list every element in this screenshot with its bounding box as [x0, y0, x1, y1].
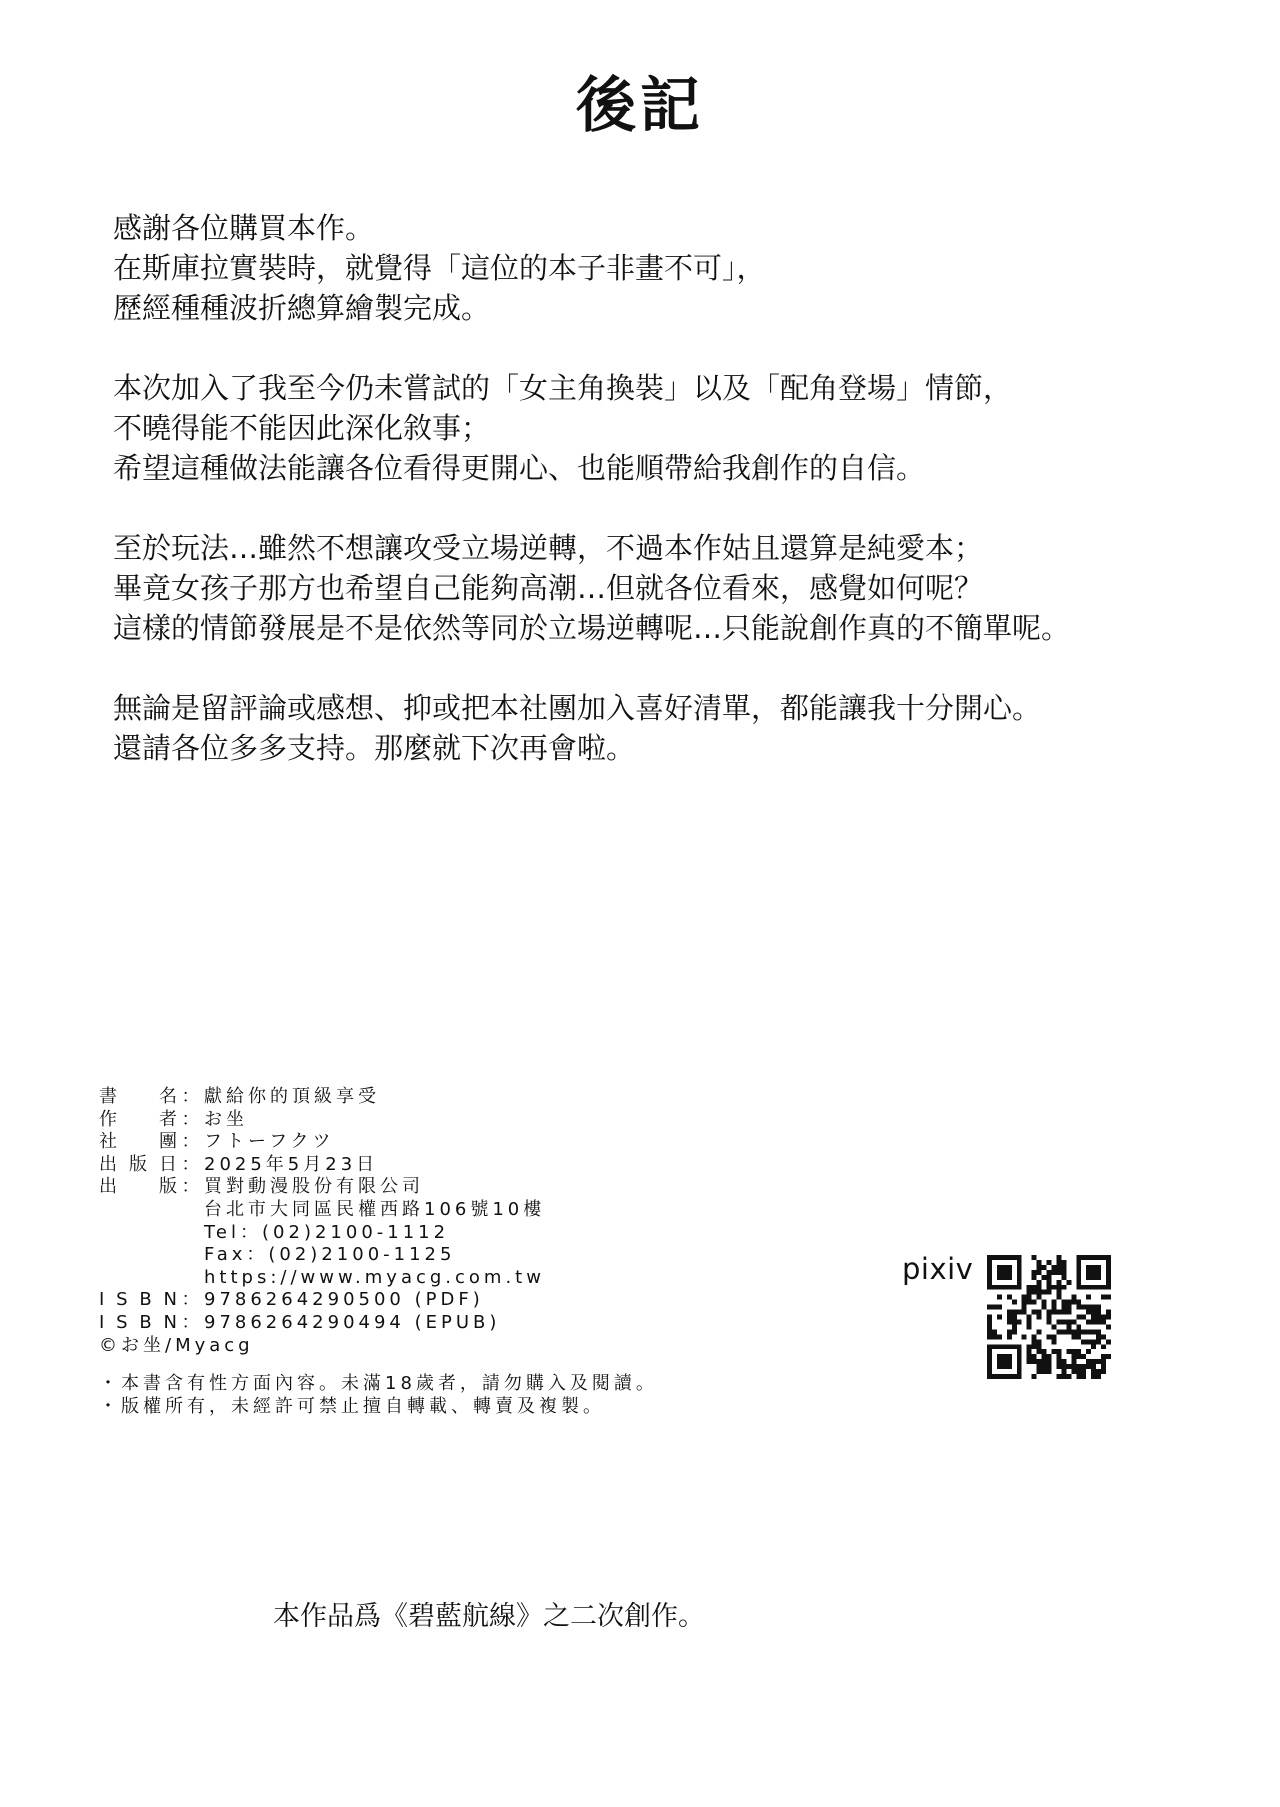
- paragraph-4: [113, 688, 1070, 768]
- label-char: 書: [99, 1086, 121, 1107]
- qr-module: [1061, 1329, 1066, 1334]
- text-line: 還請各位多多支持。那麼就下次再會啦。: [113, 731, 636, 765]
- qr-module: [1047, 1315, 1052, 1320]
- qr-module: [1086, 1329, 1091, 1334]
- qr-module: [1032, 1359, 1037, 1364]
- publisher-fax: Fax：(02)2100-1125: [204, 1244, 456, 1266]
- qr-module: [1106, 1324, 1111, 1329]
- qr-module: [1012, 1324, 1017, 1329]
- qr-module: [1061, 1285, 1066, 1290]
- text-line: 希望這種做法能讓各位看得更開心、也能順帶給我創作的自信。: [113, 451, 926, 485]
- qr-code-icon[interactable]: [987, 1254, 1111, 1380]
- qr-module: [1061, 1270, 1066, 1275]
- qr-module: [1071, 1300, 1076, 1305]
- paragraph-3: [113, 528, 1070, 648]
- qr-module: [1042, 1275, 1047, 1280]
- qr-module: [1012, 1310, 1017, 1315]
- qr-module: [1027, 1359, 1032, 1364]
- qr-module: [1101, 1354, 1106, 1359]
- paragraph-1: [113, 208, 1070, 328]
- notice-copyright: ・版權所有，未經許可禁止擅自轉載、轉賣及複製。: [99, 1396, 605, 1417]
- qr-module: [1086, 1310, 1091, 1315]
- qr-module: [1106, 1354, 1111, 1359]
- qr-module: [1061, 1319, 1066, 1324]
- qr-module: [1106, 1310, 1111, 1315]
- qr-module: [1096, 1334, 1101, 1339]
- qr-module: [1032, 1354, 1037, 1359]
- qr-module: [1066, 1364, 1071, 1369]
- qr-module: [1056, 1280, 1061, 1285]
- qr-module: [1066, 1280, 1071, 1285]
- qr-module: [992, 1305, 997, 1310]
- label-char: N: [163, 1289, 181, 1311]
- label-char: 出: [99, 1153, 121, 1175]
- qr-module: [1096, 1369, 1101, 1374]
- qr-module: [1096, 1339, 1101, 1344]
- label-char: I: [99, 1289, 109, 1311]
- colon: ：: [181, 1108, 204, 1130]
- qr-module: [1081, 1339, 1086, 1344]
- qr-module: [1027, 1319, 1032, 1324]
- qr-module: [1047, 1270, 1052, 1275]
- label-char: B: [139, 1289, 156, 1311]
- qr-module: [992, 1329, 997, 1334]
- qr-module: [1027, 1324, 1032, 1329]
- qr-module: [1091, 1359, 1096, 1364]
- qr-module: [1081, 1305, 1086, 1310]
- notices: [99, 1372, 658, 1418]
- qr-module: [1047, 1319, 1052, 1324]
- qr-module: [1056, 1354, 1061, 1359]
- qr-module: [1042, 1369, 1047, 1374]
- qr-module: [1007, 1329, 1012, 1334]
- qr-module: [1071, 1319, 1076, 1324]
- qr-module: [1051, 1270, 1056, 1275]
- qr-module: [1027, 1315, 1032, 1320]
- colophon-publisher: [99, 1176, 545, 1199]
- qr-module: [1061, 1260, 1066, 1265]
- qr-module: [1081, 1369, 1086, 1374]
- isbn-epub-value: 9786264290494 (EPUB): [204, 1311, 501, 1333]
- qr-module: [987, 1319, 992, 1324]
- qr-module: [1061, 1305, 1066, 1310]
- author-value: お坐: [204, 1108, 248, 1130]
- derivative-work-notice: 本作品爲《碧藍航線》之二次創作。: [273, 1601, 705, 1632]
- qr-module: [1032, 1270, 1037, 1275]
- qr-module: [1081, 1354, 1086, 1359]
- qr-module: [1071, 1334, 1076, 1339]
- qr-module: [1096, 1305, 1101, 1310]
- publisher-value: 買對動漫股份有限公司: [204, 1176, 424, 1198]
- label-char: 者: [159, 1108, 181, 1130]
- qr-module: [1106, 1315, 1111, 1320]
- qr-module: [1012, 1319, 1017, 1324]
- qr-module: [1056, 1319, 1061, 1324]
- qr-module: [1037, 1270, 1042, 1275]
- publisher-address: 台北市大同區民權西路106號10樓: [204, 1198, 546, 1220]
- qr-module: [1066, 1374, 1071, 1379]
- qr-module: [1037, 1280, 1042, 1285]
- qr-module: [1032, 1275, 1037, 1280]
- qr-module: [1091, 1364, 1096, 1369]
- qr-module: [1061, 1310, 1066, 1315]
- qr-module: [1086, 1349, 1091, 1354]
- qr-module: [1047, 1290, 1052, 1295]
- qr-module: [1086, 1305, 1091, 1310]
- qr-module: [1071, 1359, 1076, 1364]
- qr-module: [1032, 1255, 1037, 1260]
- qr-module: [1076, 1300, 1081, 1305]
- qr-module: [1066, 1319, 1071, 1324]
- qr-module: [1037, 1295, 1042, 1300]
- qr-module: [1056, 1359, 1061, 1364]
- qr-module: [1091, 1315, 1096, 1320]
- qr-module: [1071, 1354, 1076, 1359]
- colophon-author: [99, 1109, 545, 1132]
- qr-module: [1051, 1324, 1056, 1329]
- paragraph-2: [113, 368, 1070, 488]
- qr-module: [1071, 1369, 1076, 1374]
- qr-module: [1037, 1315, 1042, 1320]
- text-line: 歷經種種波折總算繪製完成。: [113, 291, 491, 325]
- qr-module: [1101, 1364, 1106, 1369]
- qr-module: [1056, 1364, 1061, 1369]
- qr-module: [987, 1334, 992, 1339]
- label-char: 版: [159, 1176, 181, 1198]
- qr-module: [1022, 1300, 1027, 1305]
- colon: ：: [181, 1311, 204, 1333]
- qr-module: [1051, 1339, 1056, 1344]
- qr-module: [1007, 1319, 1012, 1324]
- qr-module: [1007, 1315, 1012, 1320]
- qr-module: [1061, 1265, 1066, 1270]
- qr-module: [1027, 1295, 1032, 1300]
- qr-module: [1042, 1290, 1047, 1295]
- qr-module: [1061, 1300, 1066, 1305]
- book-title-value: 獻給你的頂級享受: [204, 1086, 380, 1107]
- qr-module: [1091, 1305, 1096, 1310]
- qr-module: [1066, 1349, 1071, 1354]
- qr-module: [1051, 1265, 1056, 1270]
- qr-module: [1056, 1285, 1061, 1290]
- text-line: 畢竟女孩子那方也希望自己能夠高潮…但就各位看來，感覺如何呢？: [113, 571, 984, 605]
- qr-module: [1012, 1300, 1017, 1305]
- qr-module: [1032, 1310, 1037, 1315]
- label-char: S: [116, 1311, 132, 1333]
- qr-module: [1007, 1334, 1012, 1339]
- isbn-pdf-value: 9786264290500 (PDF): [204, 1289, 484, 1311]
- qr-module: [1101, 1319, 1106, 1324]
- qr-module: [1047, 1369, 1052, 1374]
- colon: ：: [181, 1153, 204, 1175]
- qr-module: [1071, 1329, 1076, 1334]
- qr-module: [1051, 1349, 1056, 1354]
- qr-module: [1076, 1324, 1081, 1329]
- qr-module: [987, 1324, 992, 1329]
- qr-module: [987, 1305, 992, 1310]
- qr-module: [1051, 1310, 1056, 1315]
- qr-module: [1022, 1334, 1027, 1339]
- qr-module: [1047, 1280, 1052, 1285]
- notice-age: ・本書含有性方面內容。未滿18歲者，請勿購入及閱讀。: [99, 1373, 658, 1394]
- qr-module: [1037, 1285, 1042, 1290]
- publisher-tel: Tel：(02)2100-1112: [204, 1221, 450, 1243]
- qr-module: [1032, 1334, 1037, 1339]
- qr-module: [1037, 1359, 1042, 1364]
- qr-module: [1056, 1310, 1061, 1315]
- qr-module: [1056, 1260, 1061, 1265]
- qr-module: [1081, 1315, 1086, 1320]
- label-char: 版: [129, 1153, 151, 1175]
- qr-module: [1101, 1369, 1106, 1374]
- label-char: S: [116, 1289, 132, 1311]
- qr-module: [1056, 1265, 1061, 1270]
- qr-module: [1032, 1344, 1037, 1349]
- qr-module: [1047, 1334, 1052, 1339]
- qr-module: [1066, 1310, 1071, 1315]
- qr-module: [1027, 1354, 1032, 1359]
- qr-module: [1096, 1315, 1101, 1320]
- qr-module: [1086, 1319, 1091, 1324]
- qr-module: [992, 1334, 997, 1339]
- label-char: B: [139, 1311, 156, 1333]
- text-line: 不曉得能不能因此深化敘事；: [113, 411, 491, 445]
- qr-module: [1042, 1265, 1047, 1270]
- qr-module: [997, 1305, 1002, 1310]
- qr-module: [1017, 1319, 1022, 1324]
- text-line: 感謝各位購買本作。: [113, 211, 375, 245]
- qr-module: [1056, 1295, 1061, 1300]
- qr-module: [1051, 1305, 1056, 1310]
- label-char: I: [99, 1311, 109, 1333]
- qr-module: [1096, 1329, 1101, 1334]
- qr-module: [1047, 1364, 1052, 1369]
- qr-module: [1056, 1374, 1061, 1379]
- qr-module: [1032, 1285, 1037, 1290]
- qr-module: [1071, 1364, 1076, 1369]
- qr-module: [1071, 1295, 1076, 1300]
- qr-module: [997, 1354, 1012, 1369]
- label-char: 作: [99, 1108, 121, 1130]
- qr-module: [1037, 1290, 1042, 1295]
- isbn-pdf: [99, 1289, 545, 1312]
- qr-module: [1056, 1270, 1061, 1275]
- qr-module: [1047, 1260, 1052, 1265]
- text-line: 這樣的情節發展是不是依然等同於立場逆轉呢…只能說創作真的不簡單呢。: [113, 611, 1071, 645]
- pixiv-label: pixiv: [902, 1252, 974, 1286]
- qr-module: [1086, 1295, 1091, 1300]
- qr-module: [1037, 1310, 1042, 1315]
- qr-module: [1101, 1334, 1106, 1339]
- text-line: 至於玩法…雖然不想讓攻受立場逆轉，不過本作姑且還算是純愛本；: [113, 531, 984, 565]
- qr-module: [1037, 1344, 1042, 1349]
- colophon-date: [99, 1154, 545, 1177]
- qr-module: [1101, 1315, 1106, 1320]
- qr-module: [1047, 1359, 1052, 1364]
- qr-module: [1027, 1285, 1032, 1290]
- label-char: 社: [99, 1131, 121, 1153]
- qr-module: [1076, 1349, 1081, 1354]
- qr-module: [1022, 1295, 1027, 1300]
- qr-module: [1047, 1285, 1052, 1290]
- qr-module: [1042, 1300, 1047, 1305]
- qr-module: [1042, 1349, 1047, 1354]
- qr-module: [1037, 1260, 1042, 1265]
- qr-module: [1012, 1315, 1017, 1320]
- qr-module: [1106, 1295, 1111, 1300]
- qr-module: [1096, 1319, 1101, 1324]
- qr-module: [1066, 1305, 1071, 1310]
- qr-module: [1066, 1300, 1071, 1305]
- qr-module: [1106, 1339, 1111, 1344]
- label-char: 出: [99, 1176, 121, 1198]
- qr-module: [1037, 1339, 1042, 1344]
- qr-module: [1096, 1359, 1101, 1364]
- colophon-circle: [99, 1131, 545, 1154]
- label-char: N: [163, 1311, 181, 1333]
- qr-module: [1047, 1310, 1052, 1315]
- qr-module: [1086, 1339, 1091, 1344]
- colon: ：: [181, 1131, 204, 1153]
- label-char: 日: [159, 1153, 181, 1175]
- qr-module: [1051, 1300, 1056, 1305]
- qr-module: [1076, 1354, 1081, 1359]
- afterword-body: [113, 208, 1070, 808]
- qr-module: [1042, 1305, 1047, 1310]
- qr-module: [1081, 1364, 1086, 1369]
- qr-module: [1051, 1334, 1056, 1339]
- qr-module: [1022, 1310, 1027, 1315]
- qr-module: [1012, 1329, 1017, 1334]
- qr-module: [1086, 1364, 1091, 1369]
- qr-module: [1061, 1364, 1066, 1369]
- qr-module: [1061, 1275, 1066, 1280]
- qr-module: [1071, 1349, 1076, 1354]
- text-line: 本次加入了我至今仍未嘗試的「女主角換裝」以及「配角登場」情節，: [113, 371, 1013, 405]
- qr-module: [1061, 1359, 1066, 1364]
- qr-module: [987, 1315, 992, 1320]
- colophon: [99, 1086, 545, 1357]
- qr-module: [1086, 1265, 1101, 1280]
- qr-module: [1101, 1359, 1106, 1364]
- qr-module: [1027, 1300, 1032, 1305]
- qr-module: [1017, 1310, 1022, 1315]
- qr-module: [1066, 1324, 1071, 1329]
- qr-module: [1027, 1290, 1032, 1295]
- qr-module: [987, 1329, 992, 1334]
- colon: ：: [181, 1176, 204, 1198]
- qr-module: [1027, 1344, 1032, 1349]
- qr-module: [1101, 1344, 1106, 1349]
- qr-module: [1061, 1369, 1066, 1374]
- colon: ：: [181, 1289, 204, 1311]
- qr-module: [1042, 1364, 1047, 1369]
- qr-module: [1091, 1329, 1096, 1334]
- qr-module: [1076, 1315, 1081, 1320]
- qr-module: [1101, 1295, 1106, 1300]
- qr-module: [1032, 1374, 1037, 1379]
- text-line: 無論是留評論或感想、抑或把本社團加入喜好清單，都能讓我十分開心。: [113, 691, 1042, 725]
- colophon-book-title: [99, 1086, 545, 1109]
- qr-module: [1037, 1369, 1042, 1374]
- qr-module: [1037, 1349, 1042, 1354]
- qr-module: [1047, 1275, 1052, 1280]
- qr-module: [997, 1295, 1002, 1300]
- qr-module: [1042, 1354, 1047, 1359]
- qr-module: [1096, 1374, 1101, 1379]
- qr-module: [1032, 1300, 1037, 1305]
- qr-module: [1056, 1290, 1061, 1295]
- qr-module: [1027, 1349, 1032, 1354]
- qr-module: [1047, 1354, 1052, 1359]
- qr-module: [1042, 1359, 1047, 1364]
- qr-module: [1076, 1369, 1081, 1374]
- text-line: 在斯庫拉實裝時，就覺得「這位的本子非畫不可」，: [113, 251, 766, 285]
- qr-module: [1066, 1329, 1071, 1334]
- isbn-epub: [99, 1312, 545, 1335]
- label-char: 團: [159, 1131, 181, 1153]
- copyright: ©お坐/Myacg: [99, 1334, 254, 1356]
- publisher-url: https://www.myacg.com.tw: [204, 1266, 545, 1288]
- qr-module: [1081, 1329, 1086, 1334]
- qr-module: [1076, 1364, 1081, 1369]
- qr-module: [1076, 1305, 1081, 1310]
- qr-module: [1051, 1285, 1056, 1290]
- qr-module: [1091, 1374, 1096, 1379]
- qr-module: [1091, 1369, 1096, 1374]
- qr-module: [1096, 1310, 1101, 1315]
- label-char: 名: [159, 1086, 181, 1107]
- qr-module: [1007, 1295, 1012, 1300]
- qr-module: [1056, 1329, 1061, 1334]
- qr-module: [1086, 1359, 1091, 1364]
- qr-module: [1032, 1339, 1037, 1344]
- qr-module: [1056, 1255, 1061, 1260]
- colon: ：: [181, 1086, 204, 1107]
- qr-module: [997, 1334, 1002, 1339]
- qr-module: [1037, 1265, 1042, 1270]
- qr-module: [1091, 1319, 1096, 1324]
- page-title: 後記: [576, 71, 704, 141]
- qr-module: [1076, 1334, 1081, 1339]
- qr-module: [1037, 1329, 1042, 1334]
- qr-module: [1081, 1374, 1086, 1379]
- qr-module: [1091, 1339, 1096, 1344]
- qr-module: [1056, 1349, 1061, 1354]
- qr-module: [1007, 1310, 1012, 1315]
- qr-module: [997, 1315, 1002, 1320]
- qr-module: [1061, 1374, 1066, 1379]
- qr-module: [1037, 1364, 1042, 1369]
- qr-module: [1076, 1374, 1081, 1379]
- qr-module: [1091, 1344, 1096, 1349]
- circle-value: フトーフクツ: [204, 1131, 335, 1153]
- qr-module: [1091, 1310, 1096, 1315]
- qr-module: [1022, 1305, 1027, 1310]
- date-value: 2025年5月23日: [204, 1153, 379, 1175]
- qr-module: [1076, 1329, 1081, 1334]
- qr-module: [997, 1265, 1012, 1280]
- qr-module: [1032, 1290, 1037, 1295]
